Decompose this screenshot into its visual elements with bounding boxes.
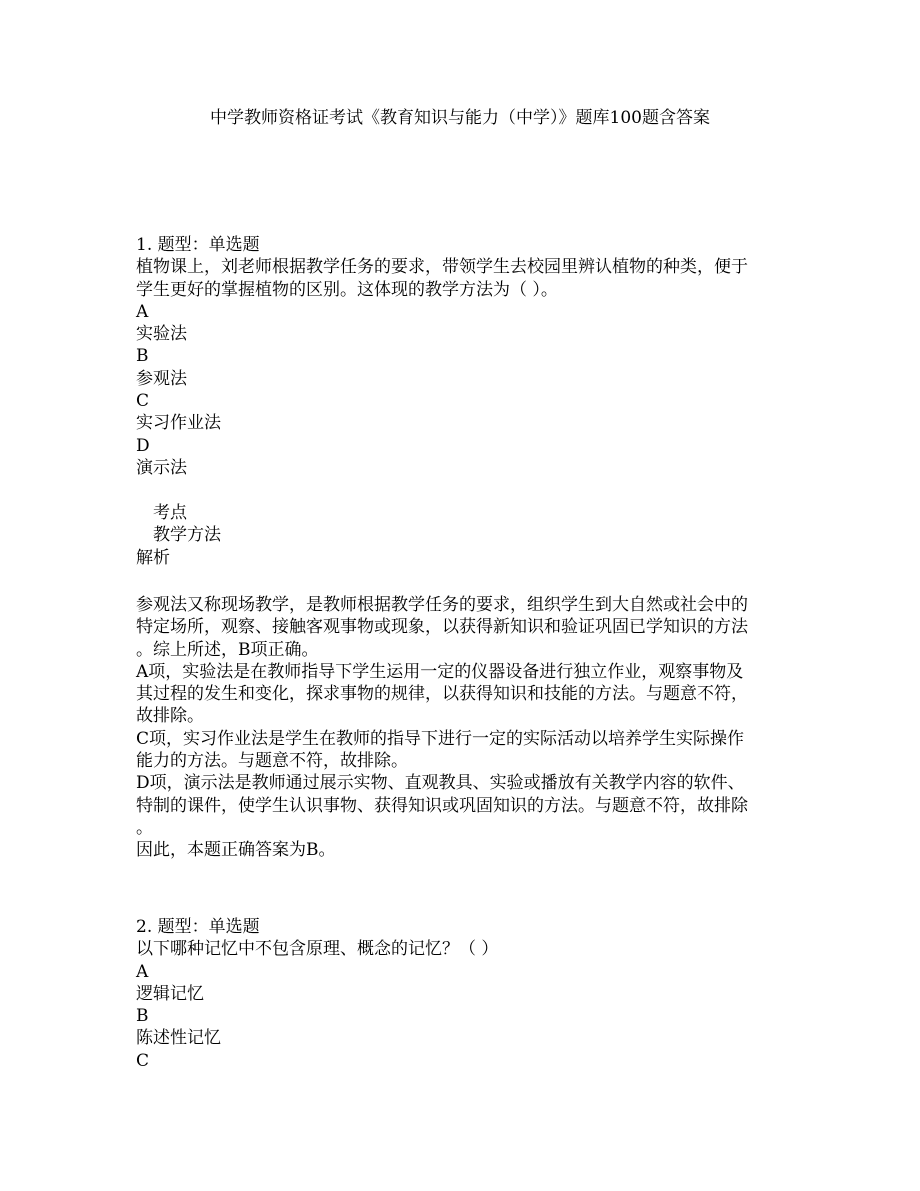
analysis-line: 能力的方法。与题意不符，故排除。 xyxy=(136,751,408,772)
analysis-line: D项，演示法是教师通过展示实物、直观教具、实验或播放有关教学内容的软件、 xyxy=(136,773,745,794)
jiexi-label: 解析 xyxy=(136,547,170,568)
question-1-analysis xyxy=(136,594,796,862)
option-letter: B xyxy=(136,1006,149,1027)
analysis-line: 故排除。 xyxy=(136,706,204,727)
option-letter: C xyxy=(136,1050,150,1071)
analysis-line: 。综上所述，B项正确。 xyxy=(136,639,319,660)
question-stem-line: 学生更好的掌握植物的区别。这体现的教学方法为（ ）。 xyxy=(136,279,558,300)
option-letter: A xyxy=(136,301,149,322)
option-text: 实习作业法 xyxy=(136,413,221,434)
analysis-line: 特定场所，观察、接触客观事物或现象，以获得新知识和验证巩固已学知识的方法 xyxy=(136,617,748,638)
option-text: 陈述性记忆 xyxy=(136,1028,221,1049)
document-title: 中学教师资格证考试《教育知识与能力（中学）》题库100题含答案 xyxy=(210,108,710,128)
question-1 xyxy=(136,234,796,479)
question-2 xyxy=(136,916,796,1072)
question-header: 2. 题型：单选题 xyxy=(136,917,260,937)
analysis-line: 。 xyxy=(136,817,153,838)
analysis-line: 其过程的发生和变化，探求事物的规律，以获得知识和技能的方法。与题意不符， xyxy=(136,684,748,705)
option-letter: B xyxy=(136,346,149,367)
option-letter: A xyxy=(136,961,149,982)
option-text: 演示法 xyxy=(136,457,187,478)
question-stem-line: 植物课上，刘老师根据教学任务的要求，带领学生去校园里辨认植物的种类，便于 xyxy=(136,257,748,278)
option-text: 逻辑记忆 xyxy=(136,983,204,1004)
analysis-line: 因此，本题正确答案为B。 xyxy=(136,840,336,861)
analysis-line: 特制的课件，使学生认识事物、获得知识或巩固知识的方法。与题意不符，故排除 xyxy=(136,795,748,816)
kaodian-value: 教学方法 xyxy=(153,525,221,546)
option-letter: D xyxy=(136,435,150,456)
kaodian-label: 考点 xyxy=(153,503,187,523)
option-text: 参观法 xyxy=(136,368,187,389)
question-header: 1. 题型：单选题 xyxy=(136,235,260,255)
question-stem-line: 以下哪种记忆中不包含原理、概念的记忆？（ ） xyxy=(136,939,499,960)
analysis-line: C项，实习作业法是学生在教师的指导下进行一定的实际活动以培养学生实际操作 xyxy=(136,728,745,749)
question-1-kaodian xyxy=(136,502,796,569)
analysis-line: 参观法又称现场教学，是教师根据教学任务的要求，组织学生到大自然或社会中的 xyxy=(136,595,748,615)
option-letter: C xyxy=(136,391,150,412)
analysis-line: A项，实验法是在教师指导下学生运用一定的仪器设备进行独立作业，观察事物及 xyxy=(136,661,744,682)
option-text: 实验法 xyxy=(136,324,187,345)
